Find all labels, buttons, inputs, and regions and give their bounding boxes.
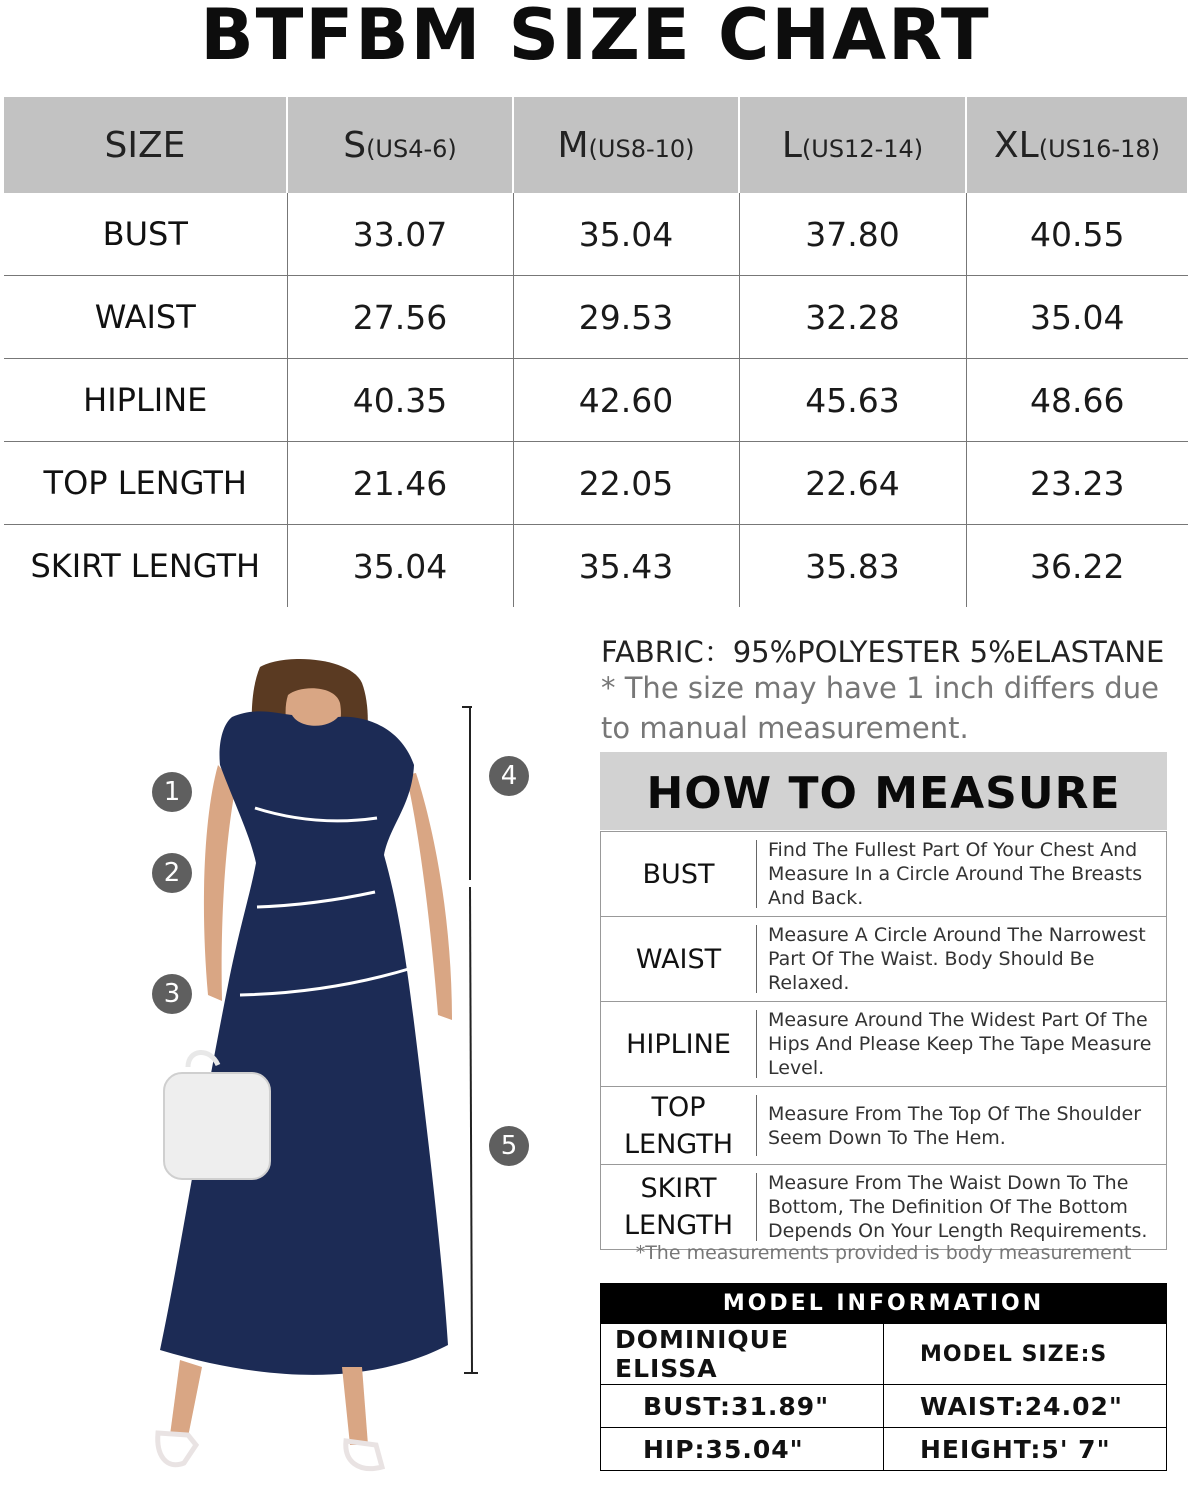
table-row [601,1002,1167,1087]
measurement-footnote: *The measurements provided is body measurement [635,1242,1132,1264]
table-cell: 35.04 [513,193,739,276]
how-to-measure-title: HOW TO MEASURE [600,752,1167,830]
table-cell: 42.60 [513,359,739,442]
table-cell: 36.22 [1030,546,1125,586]
table-row [601,917,1167,1002]
page-title: BTFBM SIZE CHART [200,0,991,76]
table-cell: 21.46 [287,442,513,525]
model-name: DOMINIQUE ELISSA [601,1324,884,1385]
table-cell: 22.64 [739,442,966,525]
size-header-l: L(US12-14) [739,97,966,193]
table-row [4,193,1188,276]
row-label-waist: WAIST [4,276,287,359]
size-header-xl: XL(US16-18) [966,97,1188,193]
table-row [601,1385,1167,1428]
table-row [4,442,1188,525]
row-label-bust: BUST [4,193,287,276]
table-row [4,276,1188,359]
model-waist: WAIST:24.02" [884,1385,1167,1428]
table-cell: 48.66 [966,359,1188,442]
marker-1-icon: 1 [152,772,192,812]
size-header-s: S(US4-6) [287,97,513,193]
table-row [4,359,1188,442]
marker-5-icon: 5 [489,1126,529,1166]
measure-label-hipline: HIPLINE [601,1002,757,1087]
marker-2-icon: 2 [152,853,192,893]
model-info-title: MODEL INFORMATION [601,1284,1167,1324]
table-row [601,832,1167,917]
table-row [601,1324,1167,1385]
table-cell: 35.43 [513,525,739,608]
fabric-info: FABRIC：95%POLYESTER 5%ELASTANE [601,635,1165,669]
size-header-label: SIZE [4,97,287,193]
table-cell: 35.04 [966,276,1188,359]
measure-desc-top-length: Measure From The Top Of The Shoulder Seem Down To The Hem. [756,1087,1167,1165]
model-figure [100,655,560,1500]
measure-label-top-length: TOP LENGTH [601,1087,757,1165]
row-label-top-length: TOP LENGTH [4,442,287,525]
measure-label-skirt-length: SKIRT LENGTH [601,1165,757,1250]
table-cell: 45.63 [739,359,966,442]
table-cell: 33.07 [287,193,513,276]
table-row [601,1165,1167,1250]
table-cell: 29.53 [513,276,739,359]
table-cell: 22.05 [513,442,739,525]
model-bust: BUST:31.89" [601,1385,884,1428]
size-chart-table [4,97,1189,607]
measure-desc-hipline: Measure Around The Widest Part Of The Hips And Please Keep The Tape Measure Level. [756,1002,1167,1087]
table-cell: 37.80 [739,193,966,276]
table-cell: 23.23 [966,442,1188,525]
size-header-m: M(US8-10) [513,97,739,193]
model-size: MODEL SIZE:S [884,1324,1167,1385]
marker-4-icon: 4 [489,756,529,796]
model-hip: HIP:35.04" [601,1428,884,1471]
measure-label-waist: WAIST [601,917,757,1002]
measure-label-bust: BUST [601,832,757,917]
table-cell: 27.56 [287,276,513,359]
size-header-row [4,97,1188,193]
measurement-note: * The size may have 1 inch differs due to manual measurement. [601,671,1159,745]
table-cell: 35.83 [739,525,966,608]
row-label-skirt-length: SKIRT LENGTH [4,525,287,608]
table-cell: 40.55 [966,193,1188,276]
measure-desc-skirt-length: Measure From The Waist Down To The Bottom, The Definition Of The Bottom Depends On Your Length Requirements. [756,1165,1167,1250]
table-row [601,1087,1167,1165]
table-row [601,1428,1167,1471]
row-label-hipline: HIPLINE [4,359,287,442]
how-to-measure-table [600,831,1167,1250]
model-info-table [600,1283,1167,1471]
table-cell: 32.28 [739,276,966,359]
measure-desc-bust: Find The Fullest Part Of Your Chest And Measure In a Circle Around The Breasts And Back. [756,832,1167,917]
model-height: HEIGHT:5' 7" [884,1428,1167,1471]
table-cell: 40.35 [287,359,513,442]
marker-3-icon: 3 [152,974,192,1014]
table-row [4,525,1188,608]
measure-desc-waist: Measure A Circle Around The Narrowest Part Of The Waist. Body Should Be Relaxed. [756,917,1167,1002]
table-cell: 35.04 [287,525,513,608]
